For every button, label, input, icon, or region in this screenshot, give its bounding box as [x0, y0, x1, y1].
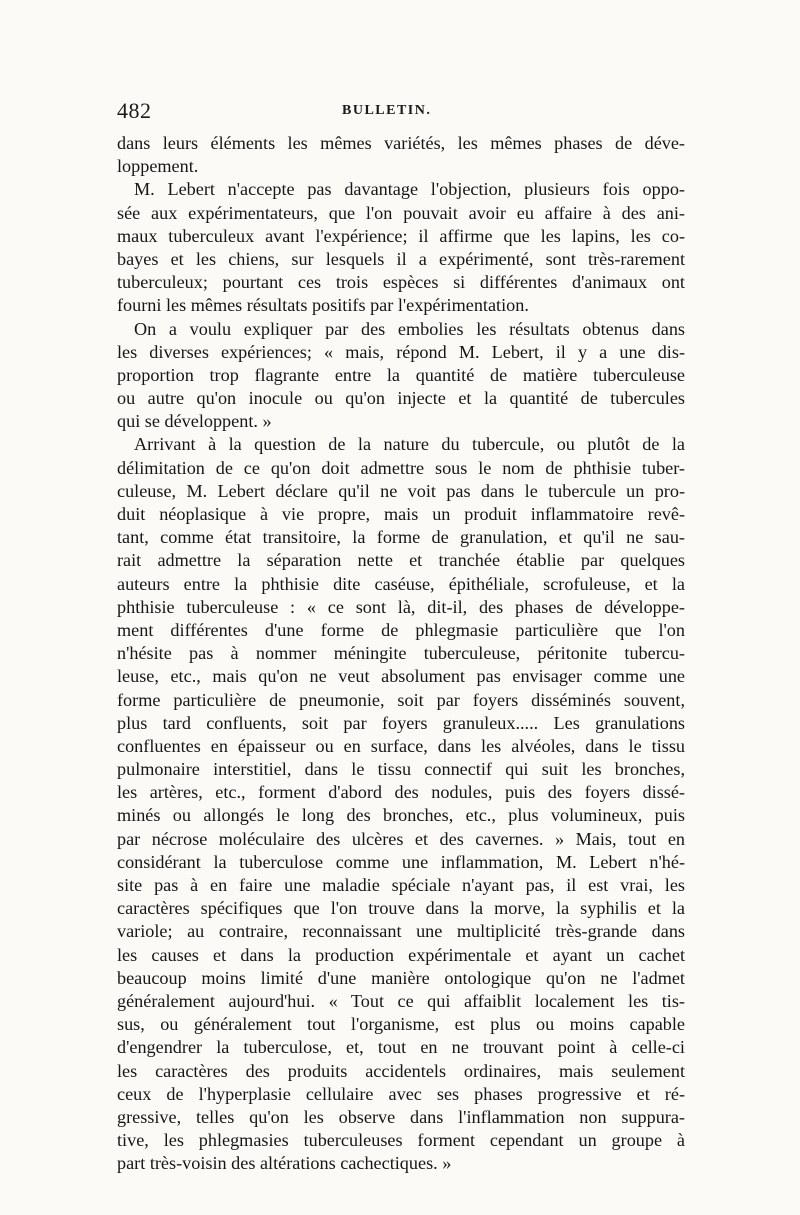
text-line: sus, ou généralement tout l'organisme, est plus ou moins capable [117, 1014, 685, 1035]
text-line: pulmonaire interstitiel, dans le tissu connectif qui suit les bronches, [117, 759, 685, 780]
text-line: n'hésite pas à nommer méningite tuberculeuse, péritonite tubercu- [117, 643, 685, 664]
text-line: duit néoplasique à vie propre, mais un produit inflammatoire revê- [117, 504, 685, 524]
text-line: part très-voisin des altérations cachectiques. » [117, 1153, 452, 1174]
text-line: par nécrose moléculaire des ulcères et des cavernes. » Mais, tout en [117, 828, 685, 849]
text-line: site pas à en faire une maladie spéciale n'ayant pas, il est vrai, les [117, 875, 685, 895]
text-line: M. Lebert n'accepte pas davantage l'objection, plusieurs fois oppo- [134, 179, 685, 200]
text-line: ceux de l'hyperplasie cellulaire avec ses phases progressive et ré- [117, 1083, 685, 1104]
text-line: confluentes en épaisseur ou en surface, dans les alvéoles, dans le tissu [117, 735, 685, 756]
text-line: tant, comme état transitoire, la forme de granulation, et qu'il ne sau- [117, 527, 685, 548]
text-line: fourni les mêmes résultats positifs par l'expérimentation. [117, 295, 529, 316]
text-line: proportion trop flagrante entre la quantité de matière tuberculeuse [117, 364, 685, 385]
text-line: délimitation de ce qu'on doit admettre sous le nom de phthisie tuber- [117, 457, 685, 478]
text-line: plus tard confluents, soit par foyers granuleux..... Les granulations [117, 712, 685, 733]
text-line: variole; au contraire, reconnaissant une multiplicité très-grande dans [117, 921, 685, 942]
page-header [117, 98, 685, 126]
text-line: auteurs entre la phthisie dite caséuse, épithéliale, scrofuleuse, et la [117, 573, 685, 594]
text-line: les artères, etc., forment d'abord des nodules, puis des foyers dissé- [117, 782, 685, 803]
text-line: les causes et dans la production expérimentale et ayant un cachet [117, 944, 685, 965]
text-line: leuse, etc., mais qu'on ne veut absolument pas envisager comme une [117, 666, 685, 687]
text-line: minés ou allongés le long des bronches, etc., plus volumineux, puis [117, 805, 685, 826]
text-line: culeuse, M. Lebert déclare qu'il ne voit pas dans le tubercule un pro- [117, 480, 685, 501]
text-line: les diverses expériences; « mais, répond M. Lebert, il y a une dis- [117, 341, 685, 362]
text-line: rait admettre la séparation nette et tranchée établie par quelques [117, 550, 685, 571]
text-line: d'engendrer la tuberculose, et, tout en ne trouvant point à celle-ci [117, 1037, 685, 1058]
text-line: caractères spécifiques que l'on trouve dans la morve, la syphilis et la [117, 898, 685, 919]
text-line: gressive, telles qu'on les observe dans l'inflammation non suppura- [117, 1106, 685, 1127]
text-line: considérant la tuberculose comme une inflammation, M. Lebert n'hé- [117, 851, 685, 872]
text-line: ou autre qu'on inocule ou qu'on injecte et la quantité de tubercules [117, 388, 685, 409]
text-line: généralement aujourd'hui. « Tout ce qui affaiblit localement les tis- [117, 990, 685, 1011]
text-line: forme particulière de pneumonie, soit par foyers disséminés souvent, [117, 689, 685, 710]
body-text [117, 132, 685, 1175]
text-line: On a voulu expliquer par des embolies les résultats obtenus dans [134, 318, 685, 339]
text-line: Arrivant à la question de la nature du tubercule, ou plutôt de la [134, 434, 685, 455]
text-line: ment différentes d'une forme de phlegmasie particulière que l'on [117, 619, 685, 640]
running-head: BULLETIN. [342, 103, 432, 118]
text-line: phthisie tuberculeuse : « ce sont là, dit-il, des phases de développe- [117, 596, 685, 617]
text-line: les caractères des produits accidentels ordinaires, mais seulement [117, 1060, 685, 1081]
text-line: dans leurs éléments les mêmes variétés, les mêmes phases de déve- [117, 133, 685, 153]
text-line: tuberculeux; pourtant ces trois espèces si différentes d'animaux ont [117, 272, 685, 293]
text-line: sée aux expérimentateurs, que l'on pouvait avoir eu affaire à des ani- [117, 202, 685, 223]
text-line: loppement. [117, 156, 199, 177]
text-line: tive, les phlegmasies tuberculeuses forment cependant un groupe à [117, 1130, 685, 1151]
text-line: maux tuberculeux avant l'expérience; il affirme que les lapins, les co- [117, 225, 685, 246]
page-number: 482 [117, 98, 152, 123]
text-line: bayes et les chiens, sur lesquels il a expérimenté, sont très-rarement [117, 248, 685, 269]
text-line: beaucoup moins limité d'une manière ontologique qu'on ne l'admet [117, 967, 685, 988]
text-line: qui se développent. » [117, 411, 272, 432]
